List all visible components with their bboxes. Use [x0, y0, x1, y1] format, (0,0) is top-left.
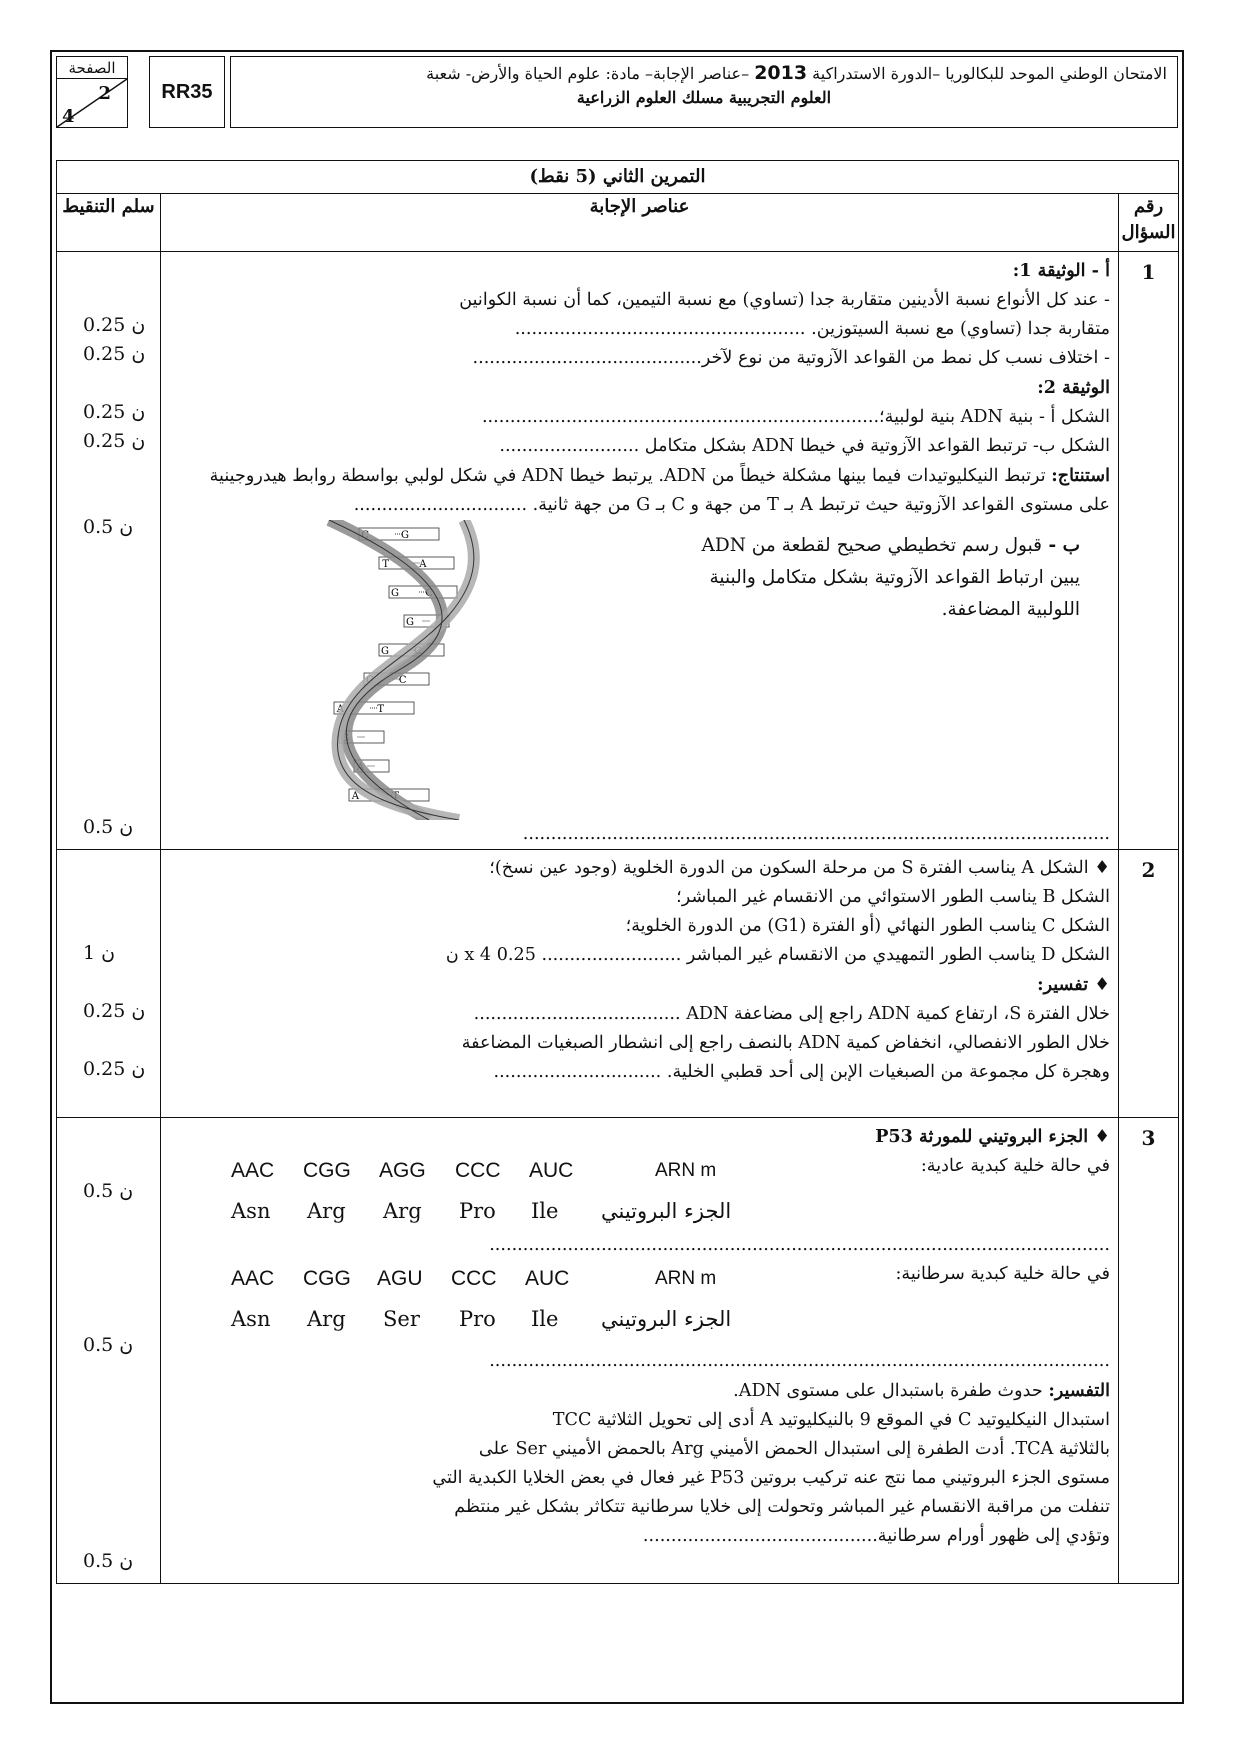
arn-label: ARN m [655, 1268, 717, 1289]
dna-base-left: A [336, 704, 344, 715]
q3-interp6: وتؤدي إلى ظهور أورام سرطانية.......................................... [642, 1526, 1110, 1546]
cancer-codon: CCC [451, 1267, 497, 1290]
dna-base-left: T [382, 559, 389, 570]
score-q3-3: 0.5 ن [83, 1550, 134, 1572]
dna-base-left: C [361, 530, 369, 541]
answer-q2 [161, 850, 1119, 1118]
doc1-line1: - عند كل الأنواع نسبة الأدينين متقاربة جدا (تساوي) مع نسبة التيمين، كما أن نسبة الكوانين [459, 290, 1110, 310]
arn-label: ARN m [655, 1160, 717, 1181]
dna-base-right: A [419, 559, 427, 570]
dna-base-left: G [381, 646, 389, 657]
score-q2 [57, 850, 161, 1118]
q3-dots-1: ............................................................................................................... [489, 1235, 1110, 1255]
score-q3 [57, 1118, 161, 1584]
dna-base-left: A [356, 762, 364, 773]
exam-code: RR35 [149, 56, 225, 128]
doc2-line1: الشكل أ - بنية ADN بنية لولبية؛....................................................................... [481, 407, 1110, 427]
score-q1-4: 0.25 ن [83, 430, 146, 452]
title-part1: الامتحان الوطني الموحد للبكالوريا –الدورة الاستدراكية [812, 64, 1167, 83]
dna-base-left: G [366, 675, 374, 686]
normal-codon: AAC [231, 1159, 275, 1182]
doc2-title: الوثيقة 2: [1037, 377, 1110, 398]
dna-base-left: G [391, 588, 399, 599]
cancer-aa: Arg [307, 1307, 346, 1331]
normal-aa: Arg [307, 1199, 346, 1223]
protein-label: الجزء البروتيني [601, 1307, 732, 1331]
q2-line2: الشكل B يناسب الطور الاستوائي من الانقسام غير المباشر؛ [676, 887, 1110, 907]
dna-base-right: T [392, 791, 399, 802]
cancer-aa: Asn [231, 1307, 271, 1331]
conclusion-label: استنتاج: [1051, 465, 1110, 486]
score-q2-2: 0.25 ن [83, 1000, 146, 1022]
dna-base-right: C [398, 675, 407, 686]
normal-codon: CGG [303, 1159, 351, 1182]
q3-interp5: تنفلت من مراقبة الانقسام غير المباشر وتحولت إلى خلايا سرطانية تتكاثر بشكل غير منتظم [454, 1497, 1110, 1517]
score-q1-3: 0.25 ن [83, 401, 146, 423]
q3-dots-2: ............................................................................................................... [489, 1351, 1110, 1371]
cancer-aa: Ile [531, 1307, 559, 1331]
cancer-codon: AAC [231, 1267, 275, 1290]
score-q1-1: 0.25 ن [83, 314, 146, 336]
cancer-aa: Pro [459, 1307, 496, 1331]
question-number-3: 3 [1119, 1118, 1179, 1584]
score-q1-5: 0.5 ن [83, 516, 134, 538]
doc2-line2: الشكل ب- ترتبط القواعد الآزوتية في خيطا ADN بشكل متكامل ......................... [499, 436, 1110, 456]
doc1-line2: متقاربة جدا (تساوي) مع نسبة السيتوزين. .................................................... [514, 319, 1110, 339]
dna-base-left: G [406, 617, 414, 628]
q2-interp3: وهجرة كل مجموعة من الصبغيات الإبن إلى أحد قطبي الخلية. .............................. [493, 1062, 1110, 1082]
cancer-aa: Ser [383, 1307, 420, 1331]
page-number-box [56, 56, 128, 128]
answer-table [56, 160, 1179, 1584]
dna-base-left: A [351, 791, 359, 802]
question-number-2: 2 [1119, 850, 1179, 1118]
normal-aa-row [179, 1191, 1110, 1231]
normal-codon: AUC [529, 1159, 574, 1182]
conclusion-text: ترتبط النيكليوتيدات فيما بينها مشكلة خيطاً من ADN. يرتبط خيطا ADN في شكل لولبي بواسطة روابط هيدروجينية على مستوى القواعد الآزوتية حيث ترتبط A بـ T من جهة و C بـ G من جهة ثانية. ............................... [209, 466, 1110, 515]
q3-interp-text: حدوث طفرة باستبدال على مستوى ADN. [733, 1381, 1049, 1401]
title-part2: –عناصر الإجابة– مادة: علوم الحياة والأرض- شعبة [426, 64, 750, 83]
page-total: 4 [62, 106, 75, 127]
header-score: سلم التنقيط [57, 194, 161, 252]
score-q3-1: 0.5 ن [83, 1180, 134, 1202]
q3-interp4: مستوى الجزء البروتيني مما نتج عنه تركيب بروتين P53 غير فعال في بعض الخلايا الكبدية التي [432, 1468, 1110, 1488]
normal-aa: Ile [531, 1199, 559, 1223]
q3-cancer-label: في حالة خلية كبدية سرطانية: [895, 1264, 1110, 1284]
header-question: رقم السؤال [1119, 194, 1179, 252]
dna-base-right: G [401, 530, 409, 541]
answer-q1 [161, 252, 1119, 850]
q2-line4: الشكل D يناسب الطور التمهيدي من الانقسام غير المباشر ......................... 0.25 x 4 ن [445, 945, 1110, 965]
normal-aa: Pro [459, 1199, 496, 1223]
page-label: الصفحة [57, 59, 127, 79]
exercise-title: التمرين الثاني (5 نقط) [57, 161, 1179, 194]
normal-codon-row [179, 1151, 1110, 1191]
doc1-line3: - اختلاف نسب كل نمط من القواعد الآزوتية من نوع لآخر......................................... [472, 348, 1110, 368]
page-current: 2 [98, 83, 111, 104]
question-number-1: 1 [1119, 252, 1179, 850]
question-row-2 [57, 850, 1179, 1118]
score-q3-2: 0.5 ن [83, 1334, 134, 1356]
question-row-3 [57, 1118, 1179, 1584]
protein-label: الجزء البروتيني [601, 1199, 732, 1223]
q2-line3: الشكل C يناسب الطور النهائي (أو الفترة (G1) من الدورة الخلوية؛ [625, 916, 1110, 936]
conclusion [179, 461, 1110, 520]
score-q1 [57, 252, 161, 850]
question-row-1 [57, 252, 1179, 850]
header-answer: عناصر الإجابة [161, 194, 1119, 252]
part-b-text: قبول رسم تخطيطي صحيح لقطعة من ADN يبين ارتباط القواعد الآزوتية بشكل متكامل والبنية اللولبية المضاعفة. [701, 535, 1080, 620]
exam-title [230, 56, 1178, 128]
cancer-aa-row [179, 1299, 1110, 1339]
q1-dots-end: ......................................................................................................... [522, 824, 1110, 844]
score-q2-1: 1 ن [83, 942, 116, 964]
score-q1-6: 0.5 ن [83, 816, 134, 838]
cancer-codon: AGU [377, 1267, 423, 1290]
cancer-codon-row [179, 1259, 1110, 1299]
normal-aa: Asn [231, 1199, 271, 1223]
dna-double-helix-diagram [309, 520, 489, 820]
q3-interp3: بالثلاثية TCA. أدت الطفرة إلى استبدال الحمض الأميني Arg بالحمض الأميني Ser على [478, 1439, 1110, 1459]
normal-codon: AGG [379, 1159, 426, 1182]
dna-base-right: C [413, 646, 422, 657]
q2-interp2: خلال الطور الانفصالي، انخفاض كمية ADN بالنصف راجع إلى انشطار الصبغيات المضاعفة [461, 1033, 1110, 1053]
score-q2-3: 0.25 ن [83, 1058, 146, 1080]
cancer-codon: CGG [303, 1267, 351, 1290]
dna-base-right: C [425, 588, 433, 599]
q3-normal-label: في حالة خلية كبدية عادية: [920, 1156, 1110, 1176]
part-b-label: ب - [1042, 535, 1080, 556]
part-b-note [700, 530, 1080, 626]
dna-base-left: G [341, 733, 349, 744]
title-line2: العلوم التجريبية مسلك العلوم الزراعية [576, 88, 832, 107]
cancer-codon: AUC [525, 1267, 570, 1290]
q3-interp-label: التفسير: [1048, 1380, 1110, 1401]
q3-interp2: استبدال النيكليوتيد C في الموقع 9 بالنيكليوتيد A أدى إلى تحويل الثلاثية TCC [552, 1410, 1110, 1430]
score-q1-2: 0.25 ن [83, 343, 146, 365]
normal-aa: Arg [383, 1199, 422, 1223]
q2-interp-label: ♦ تفسير: [1037, 974, 1110, 995]
exam-year: 2013 [754, 62, 808, 84]
q3-title: ♦ الجزء البروتيني للمورثة P53 [875, 1126, 1110, 1147]
doc1-title: أ - الوثيقة 1: [1012, 260, 1110, 281]
normal-codon: CCC [455, 1159, 501, 1182]
dna-base-right: T [377, 704, 384, 715]
q2-interp1: خلال الفترة S، ارتفاع كمية ADN راجع إلى مضاعفة ADN ..................................... [473, 1004, 1110, 1024]
q2-line1: ♦ الشكل A يناسب الفترة S من مرحلة السكون من الدورة الخلوية (وجود عين نسخ)؛ [489, 858, 1110, 878]
dna-figure-area [179, 520, 1110, 820]
answer-q3 [161, 1118, 1119, 1584]
